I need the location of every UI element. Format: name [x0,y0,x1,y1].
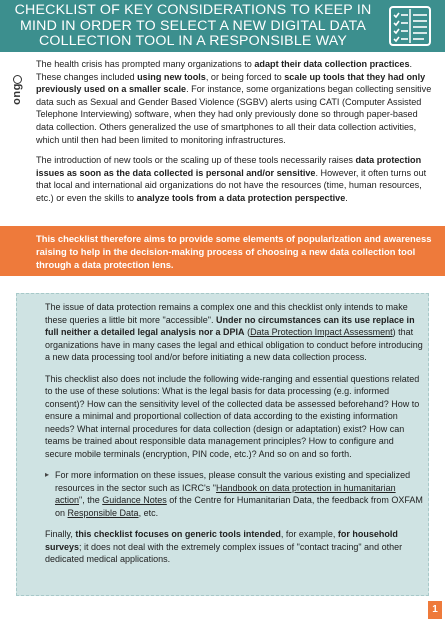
info-box-bullet [45,469,423,519]
text-run: ; it does not deal with the extremely complex issues of "contact tracing" and other dedicated medical applications. [45,541,403,564]
bold-text: Under no circumstances can its use replace in full neither a detailed legal analysis nor a DPIA [45,314,415,337]
info-box-p3 [55,470,423,518]
link-text[interactable]: Guidance Notes [102,495,167,505]
page-header [0,0,445,52]
bold-text: data protection issues as soon as the data collected is personal and/or sensitive [36,155,422,178]
info-box-p4 [45,528,423,566]
page-number: 1 [428,601,442,619]
bold-text: using new tools [137,71,206,82]
intro-p2 [36,154,436,204]
page-title: CHECKLIST OF KEY CONSIDERATIONS TO KEEP IN MIND IN ORDER TO SELECT A NEW DIGITAL DATA COLLECTION TOOL IN A RESPONSIBLE WAY [14,2,372,49]
bold-text: this checklist focuses on generic tools intended [75,529,281,539]
text-run: The issue of data protection remains a complex one and this checklist only intends to make these queries a little bit more "accessible". [45,302,408,325]
intro-paragraph-2 [36,154,436,204]
text-run: . These changes included [36,59,413,82]
link-text[interactable]: Handbook on data protection in humanitarian action [55,482,396,505]
text-run: ( [244,327,251,337]
text-run: , or being forced to [205,71,285,82]
text-run: The health crisis has prompted many organizations to [36,59,255,69]
text-run: . [345,192,348,203]
bullet-arrow-icon: ▸ [45,470,50,479]
checklist-icon [388,5,432,47]
info-box [16,293,429,596]
intro-paragraph-1 [36,58,436,146]
text-run: . However, it often turns out that local and international aid organizations do not have the resources (time, human resources, etc.) or even the skills to [36,167,427,203]
logo-text: ong [11,83,23,105]
text-run: This checklist also does not include the following wide-ranging and essential questions related to the use of these solutions: What is the legal basis for data processing (e.g. informed consent)? How can the sensitivity level of the collected data be assessed beforehand? How to ensure a minimal and proportional collection of data according to the existing information needs? What internal procedures for data collection (design or adaptation) exist? How can teams be trained about responsible data management principles? How to configure and secure mobile terminals (encryption, PIN code, etc.)? And so on and so forth. [45,373,420,459]
bold-text: for household surveys [45,529,398,552]
info-box-p1 [45,301,423,364]
link-text[interactable]: Responsible Data [67,507,139,518]
logo [6,68,28,126]
text-run: Finally, [45,529,76,539]
text-run: , for example, [280,529,338,539]
text-run: , etc. [138,507,159,518]
bold-text: adapt their data collection practices [254,59,410,69]
text-run: For more information on these issues, please consult the various existing and specialized resources in the sector such as ICRC's " [55,470,411,493]
text-run: ", the [79,495,103,505]
text-run: of the Centre for Humanitarian Data, the feedback from OXFAM on [55,495,423,518]
callout-banner [0,226,445,276]
text-run: . For instance, some organizations began collecting sensitive data such as Sexual and Gender Based Violence (SGBV) alerts using CATI (Computer Assisted Telephone Interviewing) software, when they had only previously done so through paper-based data collection. Others generalized the use of smartphones to all their data collection activities, which until then had been limited to monitoring infrastructures. [36,84,432,145]
text-run: The introduction of new tools or the scaling up of these tools necessarily raises [36,155,356,165]
info-box-content [45,301,423,575]
bold-text: scale up tools that they had only previously used on a smaller scale [36,71,426,95]
bold-text: analyze tools from a data protection perspective [136,192,346,203]
link-text[interactable]: Data Protection Impact Assessment [250,327,393,337]
intro-p1 [36,58,436,146]
text-run: ) that organizations have in many cases the legal and ethical obligation to conduct before introducing a new data processing tool and/or before initiating a new data collection process. [45,327,423,362]
info-box-p2 [45,373,423,461]
callout-text: This checklist therefore aims to provide some elements of popularization and awareness raising to help in the decision-making process of choosing a new data collection tool through a data protection lens. [36,233,432,270]
